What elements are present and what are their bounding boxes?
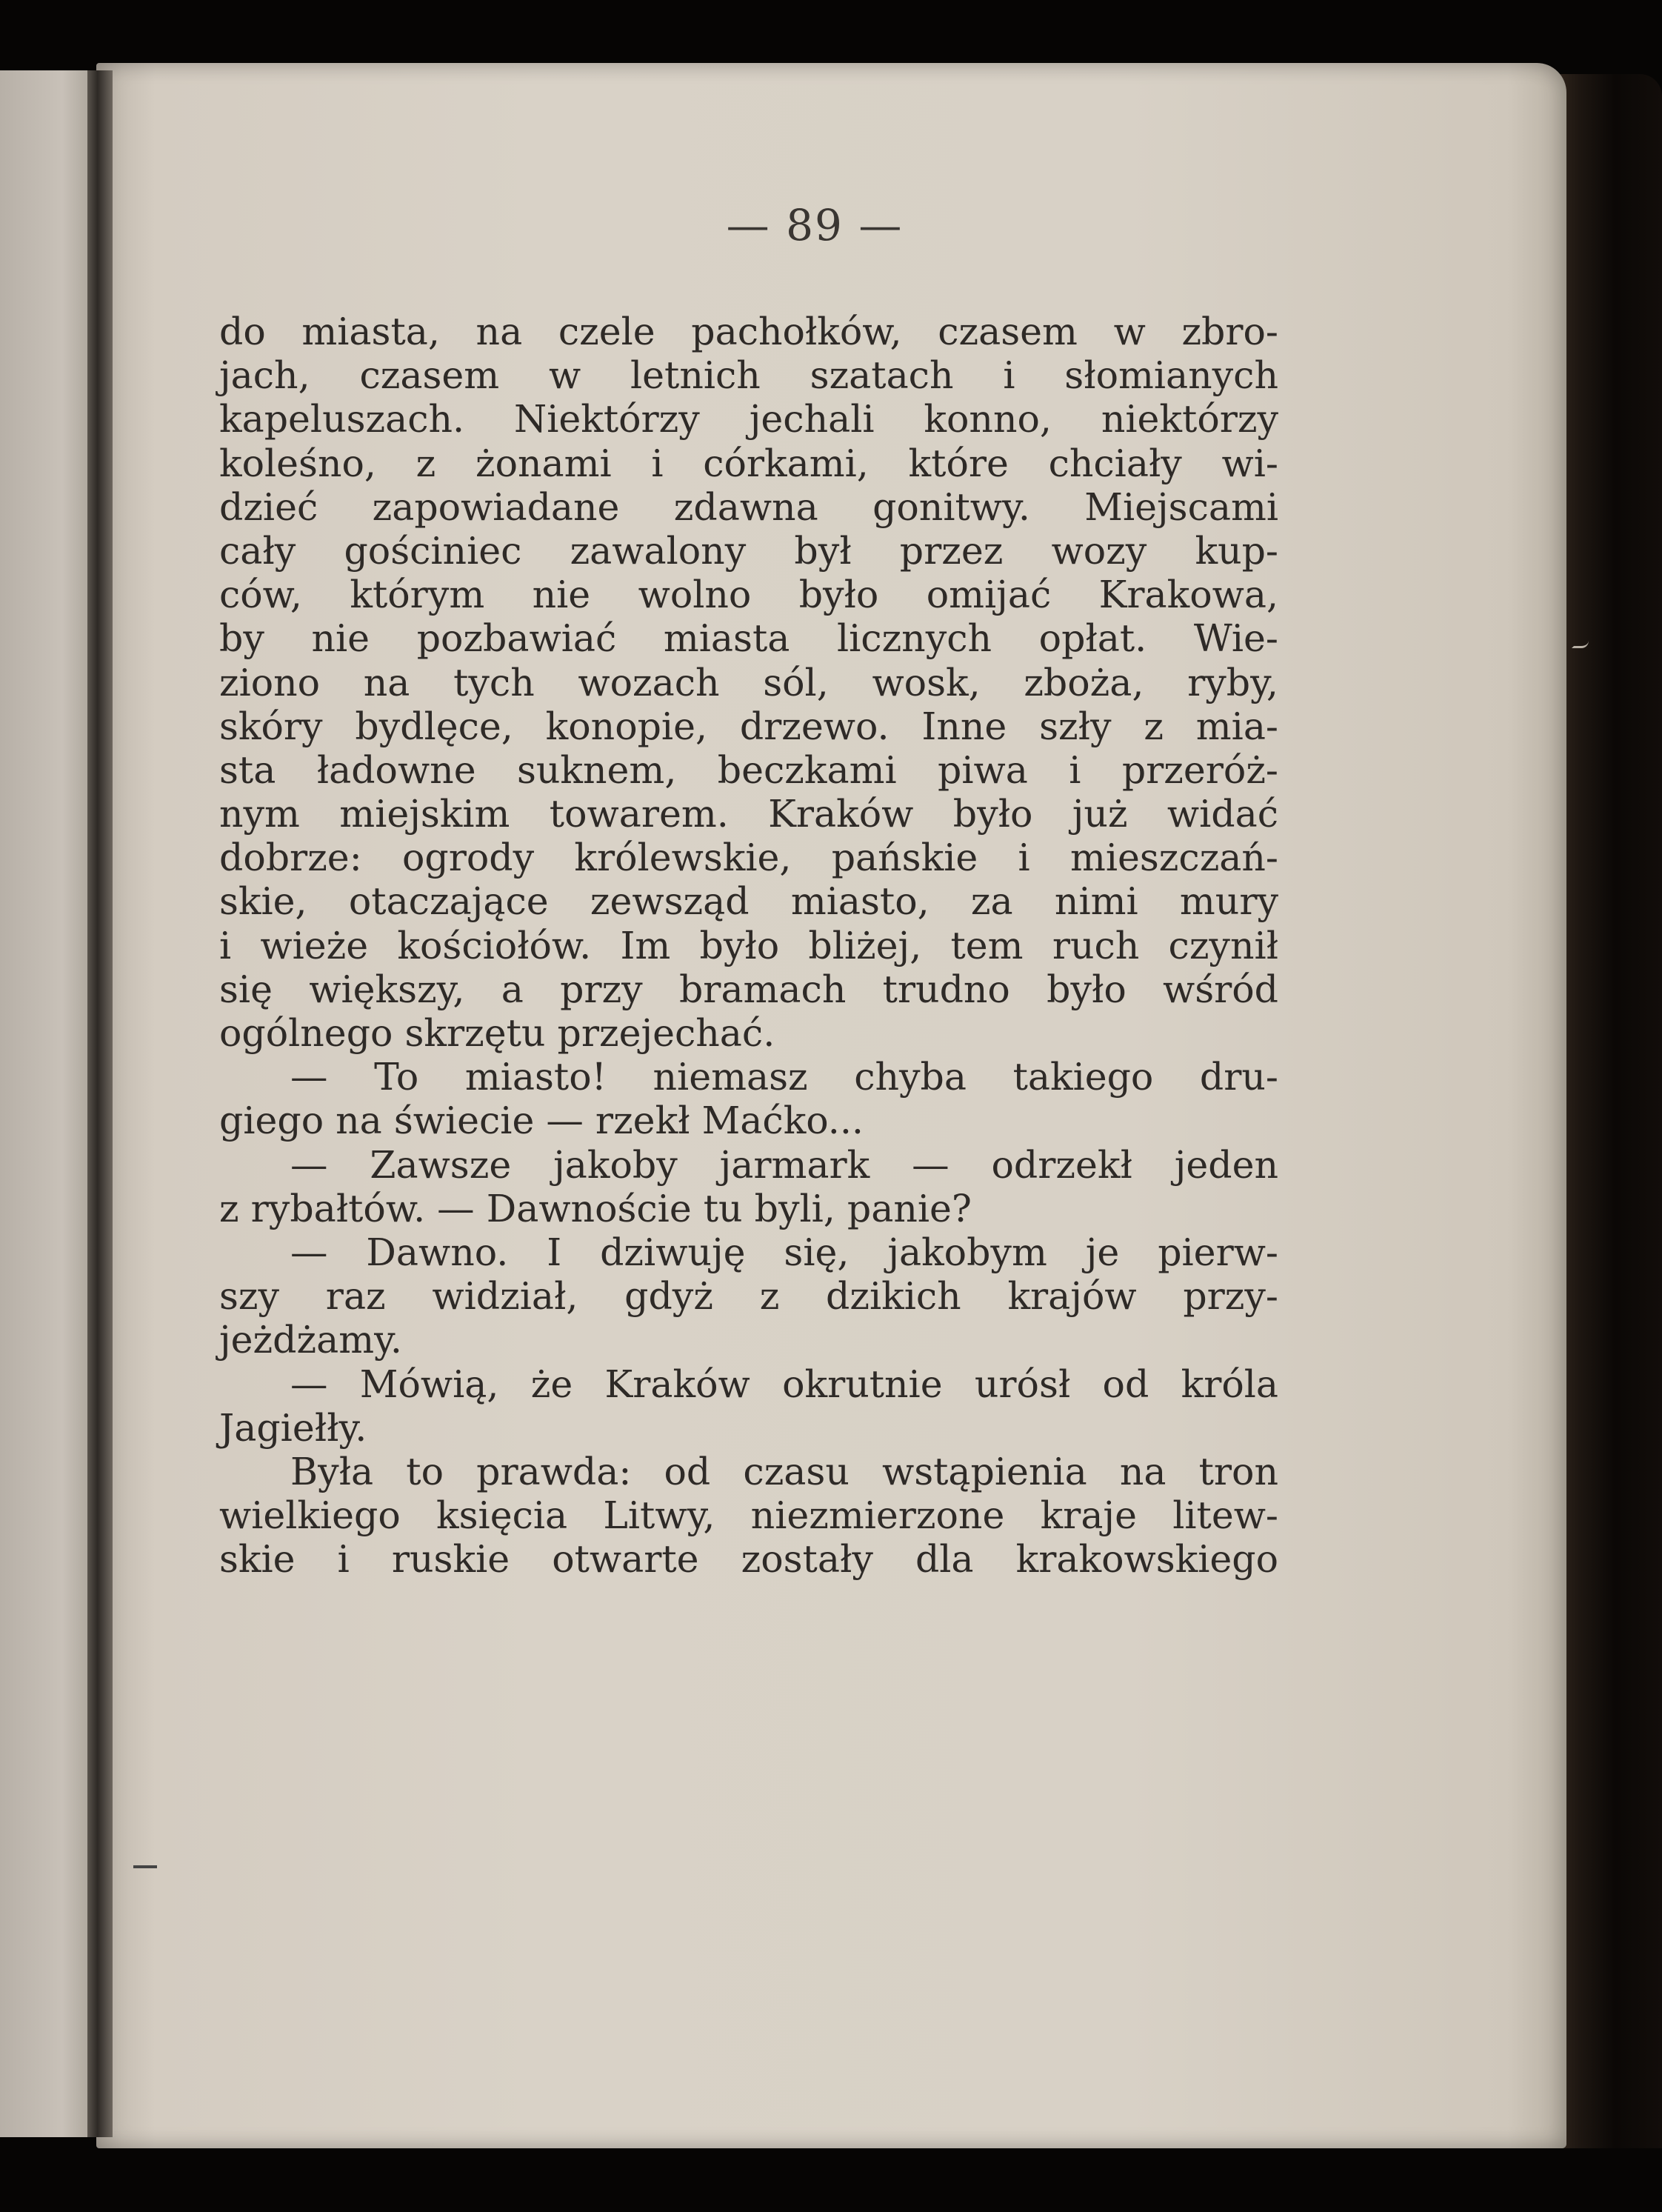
text-line: się większy, a przy bramach trudno było wśród bbox=[219, 967, 1278, 1011]
text-line: skie, otaczające zewsząd miasto, za nimi mury bbox=[219, 879, 1278, 924]
text-line: wielkiego księcia Litwy, niezmierzone kraje litew- bbox=[219, 1493, 1278, 1538]
page-edge-curl bbox=[1572, 636, 1589, 648]
text-line: Była to prawda: od czasu wstąpienia na tron bbox=[290, 1449, 1278, 1493]
page-body-text bbox=[219, 310, 1278, 1581]
text-line: ziono na tych wozach sól, wosk, zboża, ryby, bbox=[219, 660, 1278, 704]
text-line: skóry bydlęce, konopie, drzewo. Inne szły z mia- bbox=[219, 704, 1278, 748]
page-number: — 89 — bbox=[726, 200, 904, 250]
text-line: nym miejskim towarem. Kraków było już widać bbox=[219, 792, 1278, 836]
text-line: dobrze: ogrody królewskie, pańskie i mieszczań- bbox=[219, 836, 1278, 880]
text-line: sta ładowne suknem, beczkami piwa i przeróż- bbox=[219, 747, 1278, 792]
text-line: do miasta, na czele pachołków, czasem w zbro- bbox=[219, 310, 1278, 353]
text-line: koleśno, z żonami i córkami, które chciały wi- bbox=[219, 441, 1278, 485]
text-line: jeżdżamy. bbox=[219, 1318, 402, 1362]
text-line: z rybałtów. — Dawnoście tu byli, panie? bbox=[219, 1186, 972, 1230]
text-line: ców, którym nie wolno było omijać Krakowa, bbox=[219, 573, 1278, 617]
text-line: kapeluszach. Niektórzy jechali konno, niektórzy bbox=[219, 397, 1278, 442]
text-line: — To miasto! niemasz chyba takiego dru- bbox=[290, 1055, 1278, 1099]
text-line: — Zawsze jakoby jarmark — odrzekł jeden bbox=[290, 1142, 1278, 1187]
text-line: by nie pozbawiać miasta licznych opłat. Wie- bbox=[219, 616, 1278, 661]
text-line: ogólnego skrzętu przejechać. bbox=[219, 1011, 775, 1055]
text-line: — Dawno. I dziwuję się, jakobym je pierw- bbox=[290, 1230, 1278, 1274]
book-gutter bbox=[87, 70, 113, 2137]
text-line: skie i ruskie otwarte zostały dla krakowskiego bbox=[219, 1537, 1278, 1582]
margin-mark bbox=[133, 1865, 157, 1868]
text-line: — Mówią, że Kraków okrutnie urósł od króla bbox=[290, 1362, 1278, 1406]
text-line: szy raz widział, gdyż z dzikich krajów przy- bbox=[219, 1274, 1278, 1319]
text-line: jach, czasem w letnich szatach i słomianych bbox=[219, 353, 1278, 398]
text-line: giego na świecie — rzekł Maćko... bbox=[219, 1099, 864, 1143]
text-line: i wieże kościołów. Im było bliżej, tem ruch czynił bbox=[219, 923, 1278, 967]
text-line: dzieć zapowiadane zdawna gonitwy. Miejscami bbox=[219, 484, 1278, 529]
text-line: Jagiełły. bbox=[219, 1405, 367, 1450]
text-line: cały gościniec zawalony był przez wozy kup- bbox=[219, 528, 1278, 573]
